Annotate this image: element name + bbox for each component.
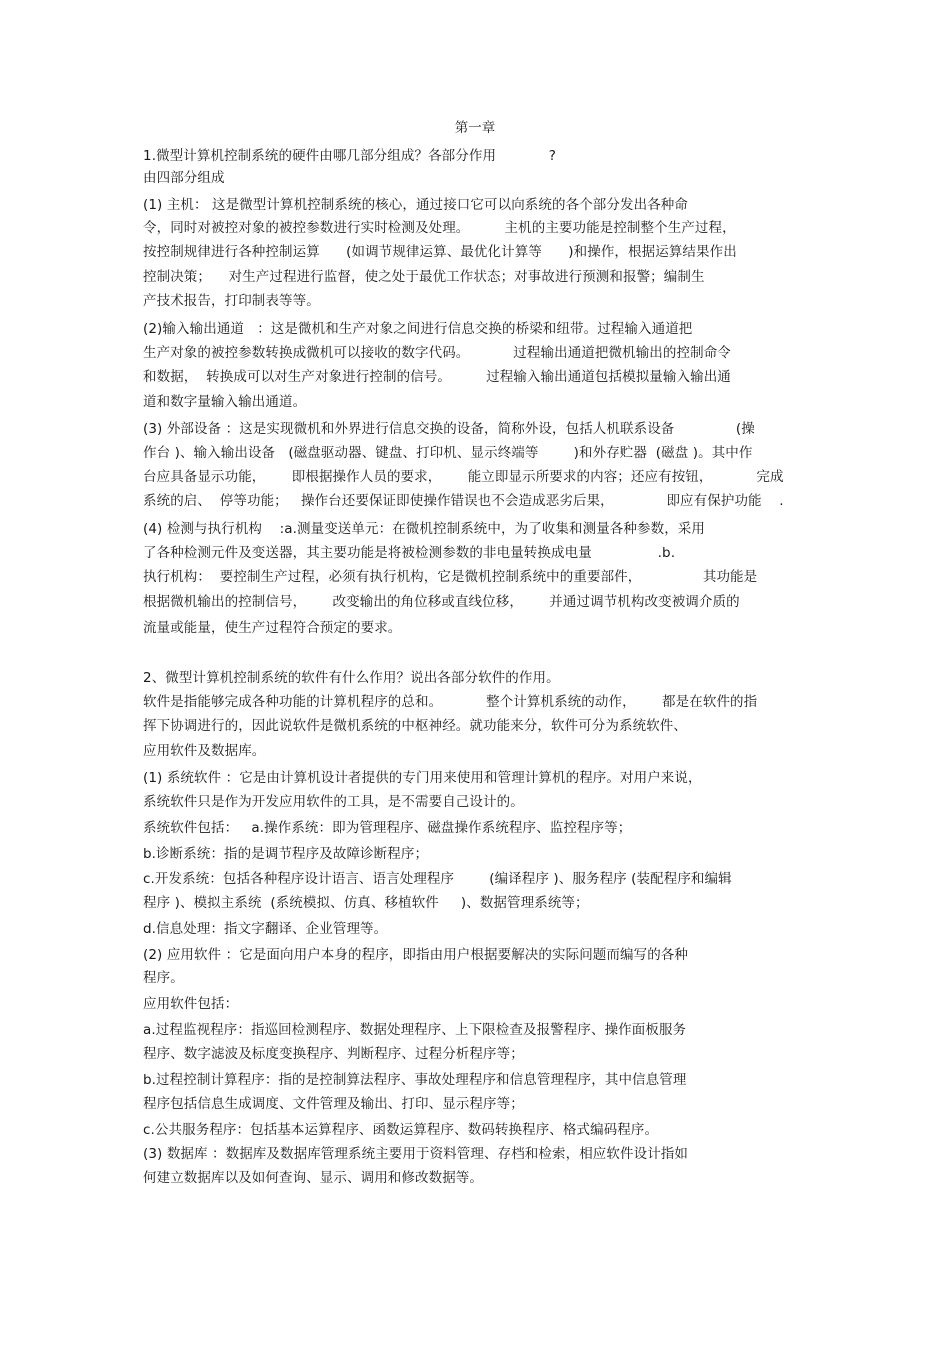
question-2-heading: 2、微型计算机控制系统的软件有什么作用？说出各部分软件的作用。: [143, 670, 560, 686]
text-line: 程序 )、模拟主系统 (系统模拟、仿真、移植软件 )、数据管理系统等；: [143, 895, 589, 911]
text-line: 道和数字量输入输出通道。: [143, 394, 307, 410]
text-line: b.过程控制计算程序：指的是控制算法程序、事故处理程序和信息管理程序，其中信息管理: [143, 1072, 687, 1088]
text-line: 程序。: [143, 970, 184, 986]
text-line: 根据微机输出的控制信号， 改变输出的角位移或直线位移， 并通过调节机构改变被调介质的: [143, 594, 740, 610]
text-line: 流量或能量，使生产过程符合预定的要求。: [143, 620, 402, 636]
text-line: (3) 外部设备 ：这是实现微机和外界进行信息交换的设备，简称外设，包括人机联系设备 (操: [143, 421, 755, 437]
text-line: (2)输入输出通道 ：这是微机和生产对象之间进行信息交换的桥梁和纽带。过程输入通道把: [143, 321, 693, 337]
text-line: b.诊断系统：指的是调节程序及故障诊断程序；: [143, 846, 429, 862]
text-line: 台应具备显示功能， 即根据操作人员的要求， 能立即显示所要求的内容；还应有按钮， 完成: [143, 469, 784, 485]
text-line: 控制决策； 对生产过程进行监督，使之处于最优工作状态；对事故进行预测和报警；编制生: [143, 269, 705, 285]
text-line: 了各种检测元件及变送器，其主要功能是将被检测参数的非电量转换成电量 .b.: [143, 545, 676, 561]
text-line: 软件是指能够完成各种功能的计算机程序的总和。 整个计算机系统的动作， 都是在软件的指: [143, 694, 758, 710]
text-line: d.信息处理：指文字翻译、企业管理等。: [143, 921, 388, 937]
text-line: (2) 应用软件 ：它是面向用户本身的程序，即指由用户根据要解决的实际问题而编写的各种: [143, 947, 689, 963]
text-line: c.开发系统：包括各种程序设计语言、语言处理程序 (编译程序 )、服务程序 (装配程序和编辑: [143, 871, 732, 887]
text-line: c.公共服务程序：包括基本运算程序、函数运算程序、数码转换程序、格式编码程序。: [143, 1122, 659, 1138]
text-line: 作台 )、输入输出设备 (磁盘驱动器、键盘、打印机、显示终端等 )和外存贮器 (磁盘 )。其中作: [143, 445, 753, 461]
text-line: 生产对象的被控参数转换成微机可以接收的数字代码。 过程输出通道把微机输出的控制命令: [143, 345, 731, 361]
text-line: (1) 主机： 这是微型计算机控制系统的核心，通过接口它可以向系统的各个部分发出各种命: [143, 197, 689, 213]
text-line: 挥下协调进行的，因此说软件是微机系统的中枢神经。就功能来分，软件可分为系统软件、: [143, 718, 687, 734]
text-line: 产技术报告，打印制表等等。: [143, 293, 320, 309]
text-line: 由四部分组成: [143, 170, 225, 186]
text-line: 应用软件及数据库。: [143, 743, 266, 759]
text-line: 程序包括信息生成调度、文件管理及输出、打印、显示程序等；: [143, 1096, 524, 1112]
text-line: a.过程监视程序：指巡回检测程序、数据处理程序、上下限检查及报警程序、操作面板服务: [143, 1022, 687, 1038]
text-line: 和数据， 转换成可以对生产对象进行控制的信号。 过程输入输出通道包括模拟量输入输出通: [143, 369, 731, 385]
text-line: (1) 系统软件 ：它是由计算机设计者提供的专门用来使用和管理计算机的程序。对用户来说，: [143, 770, 702, 786]
text-line: 令，同时对被控对象的被控参数进行实时检测及处理。 主机的主要功能是控制整个生产过程，: [143, 220, 736, 236]
text-line: (3) 数据库 ：数据库及数据库管理系统主要用于资料管理、存档和检索，相应软件设计指如: [143, 1146, 689, 1162]
text-line: 系统软件包括： a.操作系统：即为管理程序、磁盘操作系统程序、监控程序等；: [143, 820, 632, 836]
chapter-title: 第一章: [454, 120, 496, 136]
text-line: 程序、数字滤波及标度变换程序、判断程序、过程分析程序等；: [143, 1046, 524, 1062]
text-line: 系统软件只是作为开发应用软件的工具，是不需要自己设计的。: [143, 794, 524, 810]
text-line: 系统的启、 停等功能； 操作台还要保证即使操作错误也不会造成恶劣后果， 即应有保护功能 .: [143, 493, 784, 509]
text-line: 何建立数据库以及如何查询、显示、调用和修改数据等。: [143, 1170, 483, 1186]
text-line: 按控制规律进行各种控制运算 (如调节规律运算、最优化计算等 )和操作，根据运算结果作出: [143, 244, 737, 260]
text-line: 执行机构： 要控制生产过程，必须有执行机构，它是微机控制系统中的重要部件， 其功能是: [143, 569, 758, 585]
text-line: (4) 检测与执行机构 :a.测量变送单元：在微机控制系统中，为了收集和测量各种参数，采用: [143, 521, 705, 537]
question-1-heading: 1.微型计算机控制系统的硬件由哪几部分组成？各部分作用 ?: [143, 148, 557, 164]
text-line: 应用软件包括：: [143, 996, 239, 1012]
